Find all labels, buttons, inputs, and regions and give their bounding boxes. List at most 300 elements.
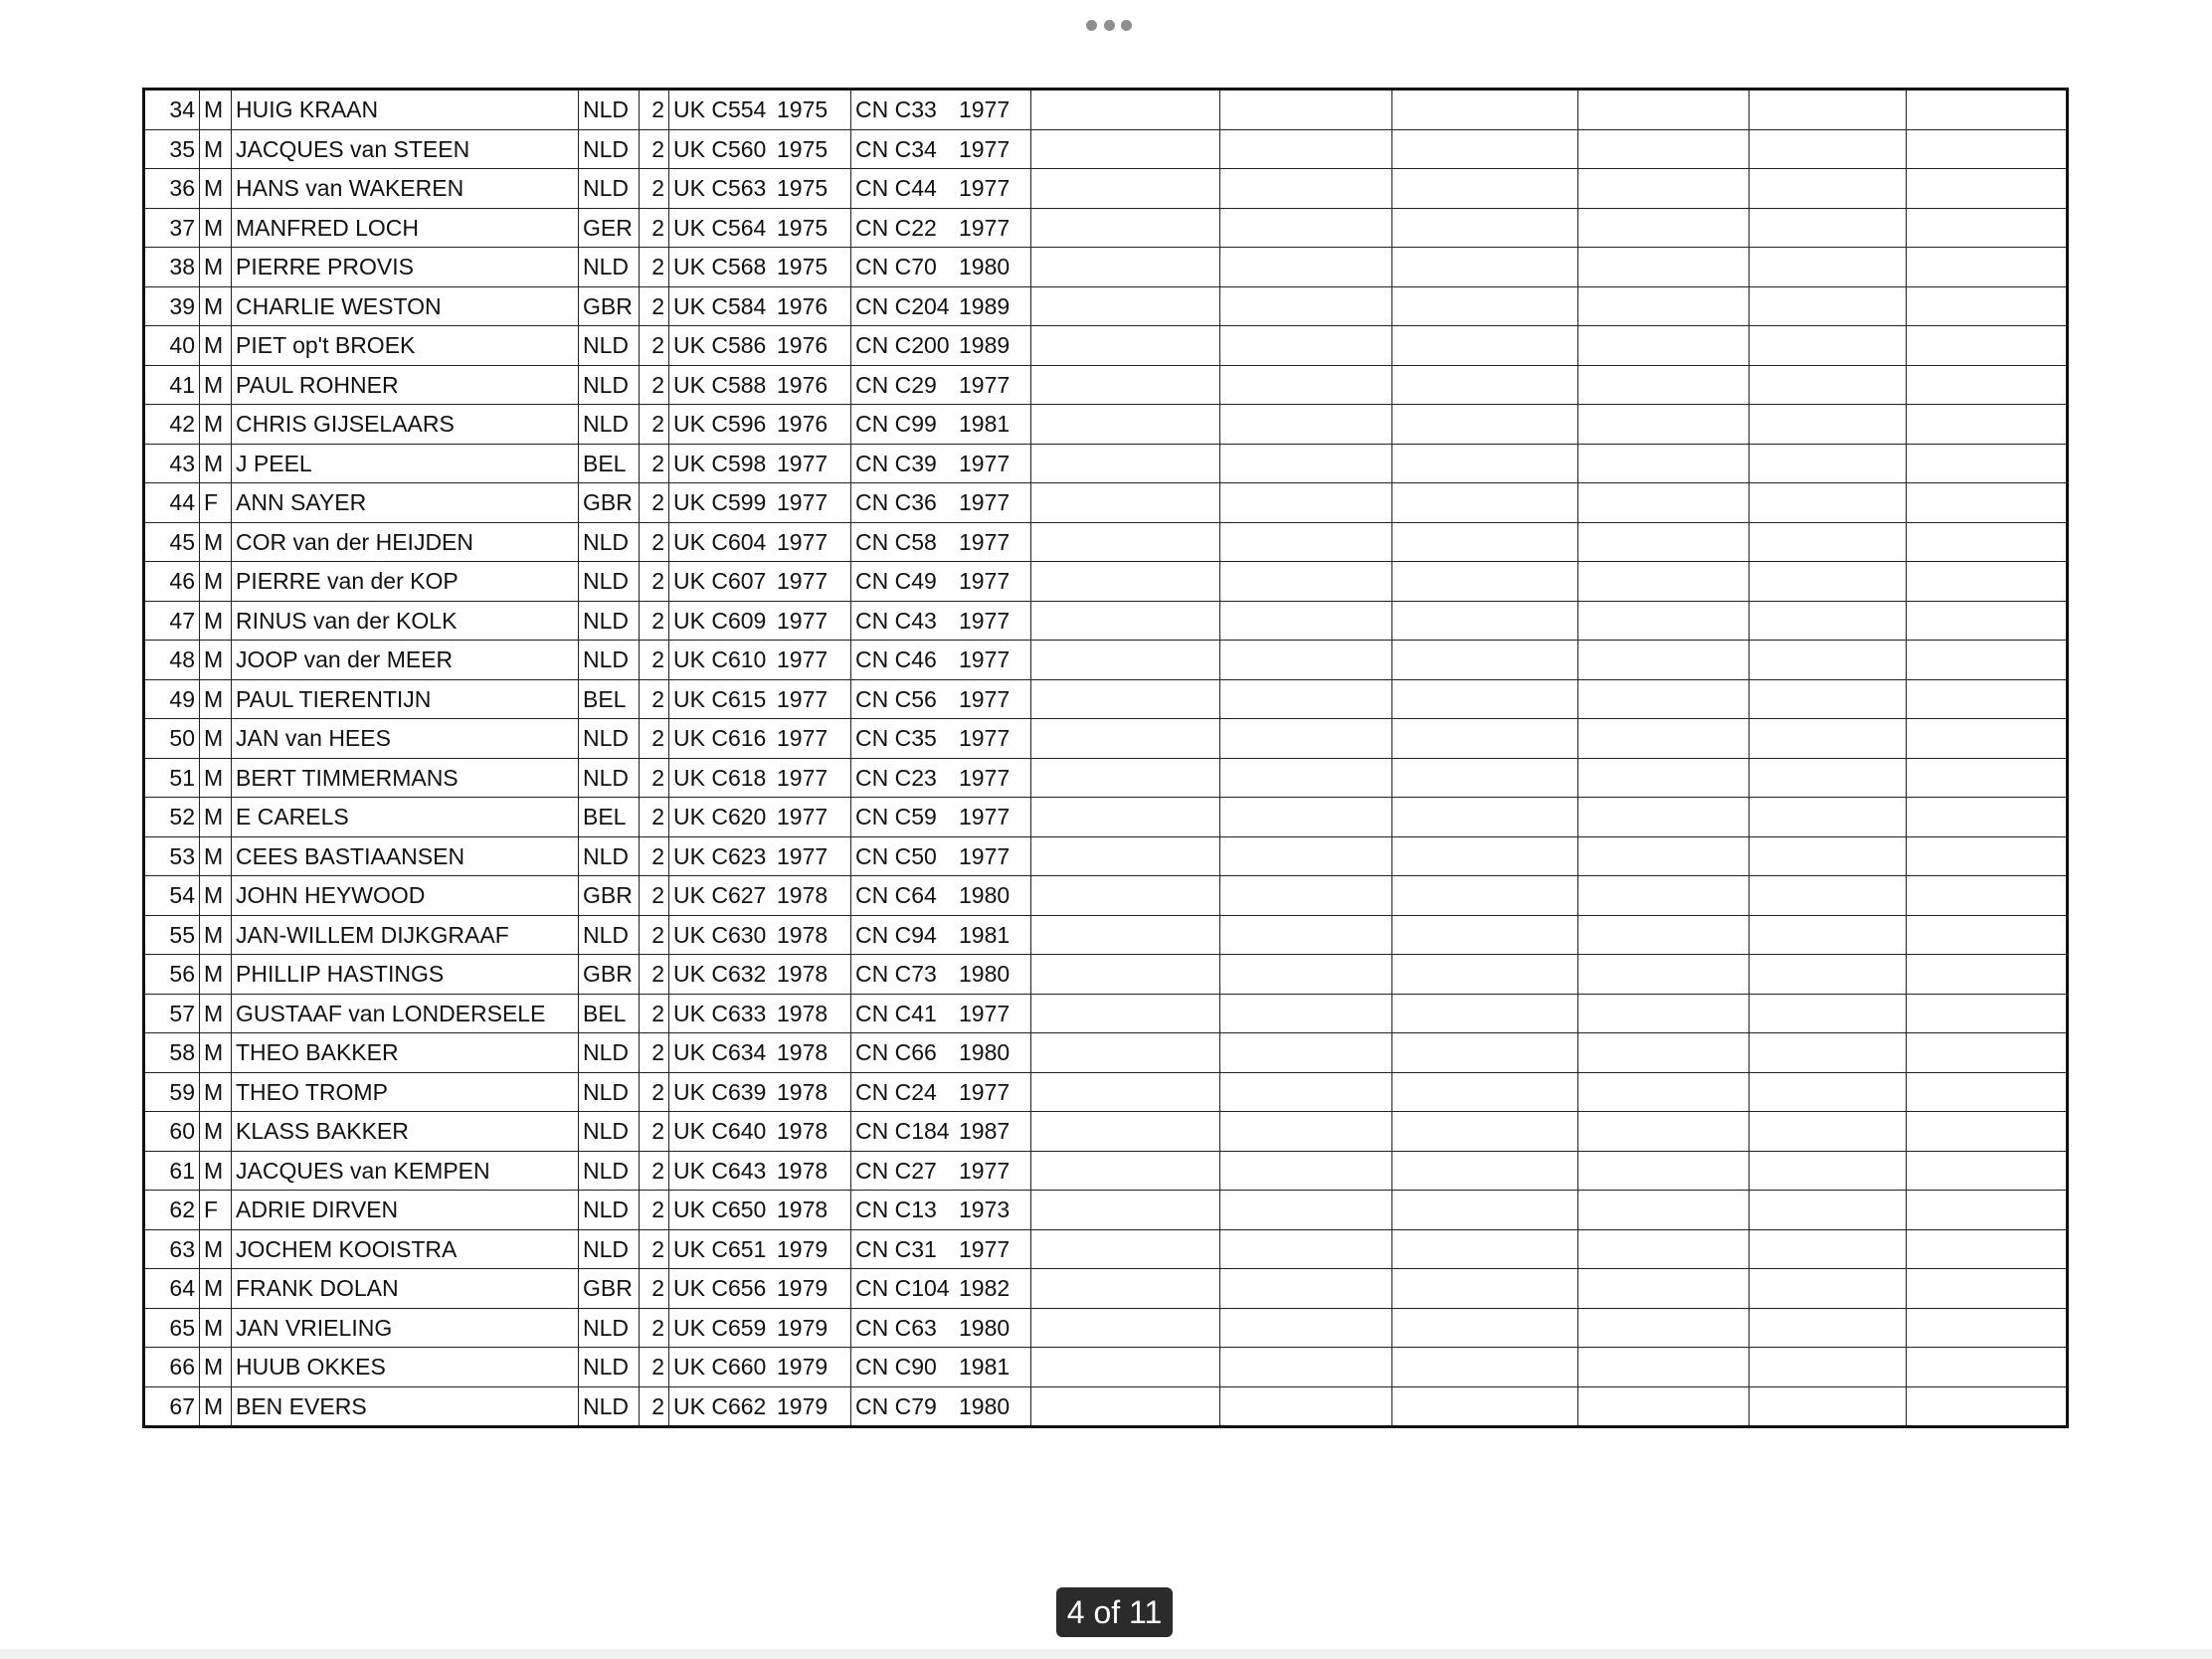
cn-year: 1977	[959, 96, 1011, 123]
empty-cell	[1750, 1191, 1907, 1230]
level-cell: 2	[640, 719, 669, 759]
empty-cell	[1392, 1308, 1578, 1348]
cn-cell	[851, 836, 1031, 876]
uk-code: UK C586	[673, 332, 767, 359]
uk-cell	[669, 601, 851, 641]
name-cell: JAN VRIELING	[232, 1308, 579, 1348]
uk-year: 1979	[777, 1314, 829, 1341]
empty-cell	[1750, 562, 1907, 602]
cn-year: 1981	[959, 1354, 1011, 1381]
uk-code: UK C563	[673, 175, 767, 202]
sex-cell: M	[200, 679, 232, 719]
uk-cell	[669, 326, 851, 366]
empty-cell	[1907, 90, 2068, 130]
empty-cell	[1578, 641, 1750, 680]
table-row	[144, 994, 2068, 1033]
name-cell: THEO TROMP	[232, 1072, 579, 1112]
table-row	[144, 915, 2068, 955]
cn-year: 1973	[959, 1197, 1011, 1223]
table-row	[144, 876, 2068, 916]
cn-code: CN C27	[855, 1157, 937, 1184]
cn-code: CN C56	[855, 685, 937, 712]
name-cell: FRANK DOLAN	[232, 1269, 579, 1309]
empty-cell	[1750, 365, 1907, 405]
nationality-cell: NLD	[579, 562, 640, 602]
level-cell: 2	[640, 1308, 669, 1348]
empty-cell	[1031, 208, 1220, 248]
empty-cell	[1578, 1386, 1750, 1427]
empty-cell	[1392, 758, 1578, 798]
uk-cell	[669, 915, 851, 955]
empty-cell	[1031, 1348, 1220, 1387]
cn-code: CN C44	[855, 175, 937, 202]
nationality-cell: NLD	[579, 1033, 640, 1073]
row-number: 42	[144, 405, 200, 445]
cn-cell	[851, 1386, 1031, 1427]
sex-cell: M	[200, 326, 232, 366]
level-cell: 2	[640, 1191, 669, 1230]
table-row	[144, 562, 2068, 602]
cn-year: 1982	[959, 1275, 1011, 1302]
empty-cell	[1907, 758, 2068, 798]
empty-cell	[1578, 208, 1750, 248]
uk-year: 1978	[777, 1078, 829, 1105]
uk-year: 1978	[777, 1157, 829, 1184]
cn-code: CN C39	[855, 450, 937, 476]
cn-year: 1980	[959, 1314, 1011, 1341]
nationality-cell: NLD	[579, 248, 640, 287]
empty-cell	[1750, 1308, 1907, 1348]
empty-cell	[1578, 601, 1750, 641]
empty-cell	[1578, 405, 1750, 445]
sex-cell: M	[200, 208, 232, 248]
cn-code: CN C29	[855, 371, 937, 398]
empty-cell	[1031, 758, 1220, 798]
cn-year: 1989	[959, 332, 1011, 359]
uk-cell	[669, 365, 851, 405]
cn-year: 1977	[959, 135, 1011, 162]
cn-cell	[851, 719, 1031, 759]
empty-cell	[1578, 1229, 1750, 1269]
row-number: 60	[144, 1112, 200, 1152]
empty-cell	[1392, 601, 1578, 641]
row-number: 67	[144, 1386, 200, 1427]
nationality-cell: NLD	[579, 169, 640, 209]
level-cell: 2	[640, 1229, 669, 1269]
row-number: 35	[144, 129, 200, 169]
uk-cell	[669, 1191, 851, 1230]
level-cell: 2	[640, 876, 669, 916]
empty-cell	[1392, 876, 1578, 916]
cn-code: CN C22	[855, 214, 937, 241]
name-cell: KLASS BAKKER	[232, 1112, 579, 1152]
cn-code: CN C31	[855, 1235, 937, 1262]
empty-cell	[1031, 1308, 1220, 1348]
cn-code: CN C104	[855, 1275, 950, 1302]
nationality-cell: NLD	[579, 1386, 640, 1427]
empty-cell	[1220, 836, 1392, 876]
uk-code: UK C554	[673, 96, 767, 123]
empty-cell	[1031, 876, 1220, 916]
empty-cell	[1578, 915, 1750, 955]
row-number: 54	[144, 876, 200, 916]
cn-code: CN C66	[855, 1039, 937, 1066]
sex-cell: M	[200, 601, 232, 641]
cn-cell	[851, 208, 1031, 248]
name-cell: CHRIS GIJSELAARS	[232, 405, 579, 445]
empty-cell	[1392, 1151, 1578, 1191]
empty-cell	[1220, 90, 1392, 130]
cn-code: CN C36	[855, 489, 937, 516]
empty-cell	[1907, 994, 2068, 1033]
empty-cell	[1907, 208, 2068, 248]
empty-cell	[1578, 1269, 1750, 1309]
cn-cell	[851, 444, 1031, 483]
uk-year: 1977	[777, 804, 829, 830]
cn-cell	[851, 286, 1031, 326]
row-number: 37	[144, 208, 200, 248]
uk-code: UK C651	[673, 1235, 767, 1262]
empty-cell	[1220, 1033, 1392, 1073]
cn-code: CN C200	[855, 332, 950, 359]
uk-cell	[669, 444, 851, 483]
more-options-icon[interactable]	[1086, 18, 1132, 32]
empty-cell	[1750, 129, 1907, 169]
empty-cell	[1392, 483, 1578, 523]
cn-year: 1980	[959, 961, 1011, 988]
empty-cell	[1031, 679, 1220, 719]
empty-cell	[1031, 836, 1220, 876]
empty-cell	[1578, 1151, 1750, 1191]
cn-year: 1981	[959, 411, 1011, 438]
name-cell: COR van der HEIJDEN	[232, 522, 579, 562]
nationality-cell: GBR	[579, 955, 640, 995]
row-number: 43	[144, 444, 200, 483]
dot-icon	[1086, 20, 1097, 31]
uk-code: UK C588	[673, 371, 767, 398]
empty-cell	[1392, 915, 1578, 955]
sex-cell: M	[200, 90, 232, 130]
sex-cell: F	[200, 483, 232, 523]
name-cell: BEN EVERS	[232, 1386, 579, 1427]
uk-year: 1976	[777, 292, 829, 319]
cn-cell	[851, 90, 1031, 130]
cn-year: 1977	[959, 764, 1011, 791]
cn-code: CN C58	[855, 528, 937, 555]
uk-code: UK C616	[673, 725, 767, 752]
row-number: 65	[144, 1308, 200, 1348]
cn-code: CN C184	[855, 1118, 950, 1145]
empty-cell	[1578, 876, 1750, 916]
name-cell: JAN van HEES	[232, 719, 579, 759]
empty-cell	[1220, 483, 1392, 523]
table-row	[144, 601, 2068, 641]
empty-cell	[1907, 483, 2068, 523]
table-row	[144, 1191, 2068, 1230]
cn-code: CN C49	[855, 568, 937, 595]
empty-cell	[1220, 208, 1392, 248]
empty-cell	[1220, 955, 1392, 995]
empty-cell	[1750, 994, 1907, 1033]
empty-cell	[1750, 1269, 1907, 1309]
name-cell: PAUL TIERENTIJN	[232, 679, 579, 719]
cn-code: CN C24	[855, 1078, 937, 1105]
sex-cell: M	[200, 915, 232, 955]
uk-cell	[669, 129, 851, 169]
name-cell: PAUL ROHNER	[232, 365, 579, 405]
nationality-cell: GBR	[579, 286, 640, 326]
uk-code: UK C643	[673, 1157, 767, 1184]
empty-cell	[1750, 248, 1907, 287]
level-cell: 2	[640, 994, 669, 1033]
empty-cell	[1578, 798, 1750, 837]
table-row	[144, 1229, 2068, 1269]
nationality-cell: NLD	[579, 1112, 640, 1152]
empty-cell	[1031, 955, 1220, 995]
name-cell: JAN-WILLEM DIJKGRAAF	[232, 915, 579, 955]
name-cell: E CARELS	[232, 798, 579, 837]
cn-code: CN C23	[855, 764, 937, 791]
sex-cell: M	[200, 1308, 232, 1348]
name-cell: HUUB OKKES	[232, 1348, 579, 1387]
empty-cell	[1907, 1072, 2068, 1112]
row-number: 52	[144, 798, 200, 837]
table-row	[144, 365, 2068, 405]
nationality-cell: NLD	[579, 915, 640, 955]
sex-cell: M	[200, 286, 232, 326]
empty-cell	[1750, 719, 1907, 759]
empty-cell	[1220, 915, 1392, 955]
name-cell: ADRIE DIRVEN	[232, 1191, 579, 1230]
empty-cell	[1907, 1033, 2068, 1073]
empty-cell	[1031, 1112, 1220, 1152]
uk-cell	[669, 1112, 851, 1152]
empty-cell	[1578, 955, 1750, 995]
uk-cell	[669, 286, 851, 326]
empty-cell	[1750, 444, 1907, 483]
table-row	[144, 1308, 2068, 1348]
uk-year: 1977	[777, 842, 829, 869]
cn-code: CN C70	[855, 254, 937, 280]
empty-cell	[1750, 876, 1907, 916]
table-row	[144, 522, 2068, 562]
cn-cell	[851, 679, 1031, 719]
cn-year: 1977	[959, 842, 1011, 869]
empty-cell	[1031, 1229, 1220, 1269]
cn-code: CN C50	[855, 842, 937, 869]
cn-year: 1977	[959, 175, 1011, 202]
empty-cell	[1220, 1269, 1392, 1309]
cn-code: CN C73	[855, 961, 937, 988]
empty-cell	[1907, 955, 2068, 995]
table-row	[144, 1072, 2068, 1112]
nationality-cell: NLD	[579, 522, 640, 562]
empty-cell	[1750, 641, 1907, 680]
cn-code: CN C46	[855, 646, 937, 673]
empty-cell	[1750, 1348, 1907, 1387]
empty-cell	[1578, 758, 1750, 798]
uk-year: 1977	[777, 607, 829, 634]
name-cell: CEES BASTIAANSEN	[232, 836, 579, 876]
table-row	[144, 286, 2068, 326]
cn-year: 1977	[959, 804, 1011, 830]
empty-cell	[1220, 129, 1392, 169]
row-number: 59	[144, 1072, 200, 1112]
nationality-cell: NLD	[579, 641, 640, 680]
sex-cell: M	[200, 955, 232, 995]
empty-cell	[1578, 1308, 1750, 1348]
sex-cell: M	[200, 876, 232, 916]
results-table	[142, 88, 2069, 1428]
row-number: 62	[144, 1191, 200, 1230]
uk-code: UK C599	[673, 489, 767, 516]
uk-year: 1979	[777, 1354, 829, 1381]
empty-cell	[1578, 326, 1750, 366]
uk-code: UK C650	[673, 1197, 767, 1223]
name-cell: ANN SAYER	[232, 483, 579, 523]
empty-cell	[1907, 1269, 2068, 1309]
cn-cell	[851, 994, 1031, 1033]
cn-code: CN C94	[855, 921, 937, 948]
uk-cell	[669, 955, 851, 995]
empty-cell	[1392, 1072, 1578, 1112]
table-row	[144, 955, 2068, 995]
sex-cell: M	[200, 522, 232, 562]
cn-year: 1977	[959, 725, 1011, 752]
row-number: 64	[144, 1269, 200, 1309]
empty-cell	[1578, 836, 1750, 876]
empty-cell	[1907, 1386, 2068, 1427]
page-indicator: 4 of 11	[1056, 1587, 1173, 1637]
empty-cell	[1392, 169, 1578, 209]
empty-cell	[1392, 994, 1578, 1033]
table-row	[144, 1033, 2068, 1073]
uk-year: 1978	[777, 1197, 829, 1223]
empty-cell	[1750, 1033, 1907, 1073]
empty-cell	[1220, 522, 1392, 562]
level-cell: 2	[640, 483, 669, 523]
uk-code: UK C564	[673, 214, 767, 241]
uk-code: UK C634	[673, 1039, 767, 1066]
uk-year: 1979	[777, 1235, 829, 1262]
uk-year: 1975	[777, 214, 829, 241]
table-row	[144, 1151, 2068, 1191]
table-row	[144, 129, 2068, 169]
empty-cell	[1392, 522, 1578, 562]
sex-cell: M	[200, 1033, 232, 1073]
uk-year: 1975	[777, 175, 829, 202]
cn-cell	[851, 562, 1031, 602]
uk-cell	[669, 169, 851, 209]
empty-cell	[1750, 1229, 1907, 1269]
level-cell: 2	[640, 169, 669, 209]
uk-code: UK C607	[673, 568, 767, 595]
cn-code: CN C90	[855, 1354, 937, 1381]
nationality-cell: NLD	[579, 601, 640, 641]
level-cell: 2	[640, 248, 669, 287]
empty-cell	[1750, 405, 1907, 445]
uk-year: 1977	[777, 764, 829, 791]
nationality-cell: NLD	[579, 1072, 640, 1112]
empty-cell	[1907, 641, 2068, 680]
cn-code: CN C41	[855, 1000, 937, 1026]
uk-code: UK C633	[673, 1000, 767, 1026]
empty-cell	[1907, 286, 2068, 326]
cn-cell	[851, 798, 1031, 837]
uk-cell	[669, 1151, 851, 1191]
name-cell: JOHN HEYWOOD	[232, 876, 579, 916]
dot-icon	[1104, 20, 1115, 31]
empty-cell	[1578, 169, 1750, 209]
level-cell: 2	[640, 798, 669, 837]
level-cell: 2	[640, 1112, 669, 1152]
sex-cell: M	[200, 129, 232, 169]
level-cell: 2	[640, 1386, 669, 1427]
empty-cell	[1907, 129, 2068, 169]
empty-cell	[1220, 444, 1392, 483]
level-cell: 2	[640, 405, 669, 445]
empty-cell	[1220, 365, 1392, 405]
dot-icon	[1121, 20, 1132, 31]
empty-cell	[1392, 641, 1578, 680]
empty-cell	[1220, 641, 1392, 680]
empty-cell	[1392, 326, 1578, 366]
row-number: 44	[144, 483, 200, 523]
level-cell: 2	[640, 522, 669, 562]
empty-cell	[1392, 90, 1578, 130]
uk-code: UK C639	[673, 1078, 767, 1105]
empty-cell	[1031, 444, 1220, 483]
cn-year: 1977	[959, 1235, 1011, 1262]
empty-cell	[1750, 679, 1907, 719]
nationality-cell: NLD	[579, 1229, 640, 1269]
cn-year: 1977	[959, 528, 1011, 555]
empty-cell	[1392, 248, 1578, 287]
empty-cell	[1392, 1229, 1578, 1269]
sex-cell: M	[200, 1229, 232, 1269]
empty-cell	[1907, 1308, 2068, 1348]
empty-cell	[1578, 365, 1750, 405]
cn-year: 1977	[959, 568, 1011, 595]
row-number: 50	[144, 719, 200, 759]
uk-cell	[669, 641, 851, 680]
table-row	[144, 248, 2068, 287]
empty-cell	[1220, 758, 1392, 798]
level-cell: 2	[640, 1072, 669, 1112]
empty-cell	[1907, 719, 2068, 759]
uk-year: 1977	[777, 725, 829, 752]
sex-cell: M	[200, 994, 232, 1033]
cn-code: CN C59	[855, 804, 937, 830]
empty-cell	[1750, 1112, 1907, 1152]
nationality-cell: GER	[579, 208, 640, 248]
cn-cell	[851, 248, 1031, 287]
nationality-cell: NLD	[579, 326, 640, 366]
cn-code: CN C64	[855, 882, 937, 909]
table-row	[144, 326, 2068, 366]
empty-cell	[1907, 836, 2068, 876]
empty-cell	[1907, 1348, 2068, 1387]
uk-cell	[669, 836, 851, 876]
sex-cell: M	[200, 1072, 232, 1112]
uk-year: 1976	[777, 332, 829, 359]
empty-cell	[1220, 562, 1392, 602]
empty-cell	[1750, 836, 1907, 876]
level-cell: 2	[640, 286, 669, 326]
cn-code: CN C79	[855, 1392, 937, 1419]
uk-cell	[669, 1033, 851, 1073]
cn-cell	[851, 641, 1031, 680]
